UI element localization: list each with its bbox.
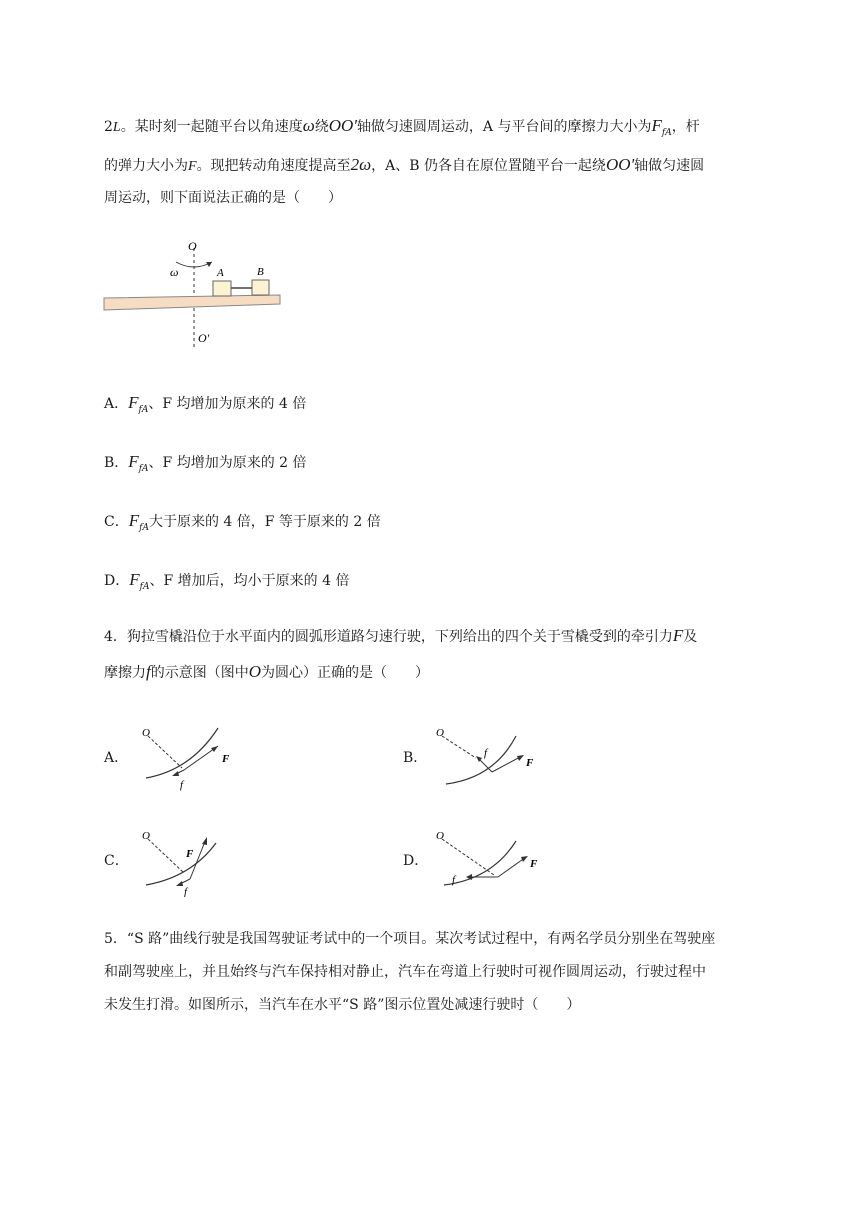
label-F: F — [222, 753, 230, 765]
block-b — [252, 280, 269, 295]
arc-path — [146, 843, 216, 885]
radius-line — [148, 736, 182, 768]
force-F-arrow — [498, 857, 526, 877]
q4-text: 4．狗拉雪橇沿位于水平面内的圆弧形道路匀速行驶，下列给出的四个关于雪橇受到的牵引力 — [104, 629, 673, 645]
q3-option-b[interactable] — [104, 452, 307, 479]
option-text: 、F 增加后，均小于原来的 4 倍 — [149, 573, 350, 589]
q3-ff: F — [129, 570, 140, 589]
arc-path — [446, 736, 516, 784]
q4-var-F: F — [672, 626, 684, 645]
q3-axis: OO' — [328, 116, 357, 135]
q3-figure — [100, 238, 290, 353]
label-F: F — [186, 848, 194, 860]
center-label-o: O — [436, 727, 444, 739]
q5-line-3: 未发生打滑。如图所示，当汽车在水平“S 路”图示位置处减速行驶时（ ） — [104, 997, 581, 1013]
q4-text: 的示意图（图中 — [150, 665, 249, 681]
option-letter: A． — [104, 396, 129, 412]
q3-ff: F — [128, 452, 139, 471]
label-f: f — [484, 747, 488, 759]
q4-var-f: f — [146, 662, 151, 681]
q4-figure-b — [432, 722, 542, 792]
q3-line-3 — [104, 188, 342, 208]
label-f: f — [180, 779, 184, 791]
label-a: A — [217, 267, 224, 279]
q5-line-1: 5．“S 路”曲线行驶是我国驾驶证考试中的一个项目。某次考试过程中，有两名学员分别坐在驾驶座 — [104, 931, 716, 947]
q3-ff: F — [128, 511, 140, 530]
label-f: f — [184, 886, 188, 897]
q3-line-2 — [104, 155, 704, 177]
center-label-o: O — [436, 830, 444, 842]
arrowhead-icon — [202, 837, 207, 845]
q3-ff: F — [128, 393, 139, 412]
q3-var-F: F — [188, 159, 197, 174]
radius-line — [442, 736, 476, 758]
q3-two-omega: 2ω — [350, 155, 372, 174]
q3-text: ，A、B 仍各自在原位置随平台一起绕 — [371, 158, 606, 174]
q4-option-c-label[interactable]: C． — [104, 853, 129, 869]
option-letter: D． — [104, 573, 130, 589]
center-label-o: O — [142, 830, 150, 842]
q3-text: 2 — [104, 119, 113, 135]
arrowhead-icon — [521, 856, 528, 862]
arrowhead-icon — [517, 755, 524, 761]
platform-plank — [104, 295, 280, 310]
q3-var-L: L — [112, 120, 121, 135]
q4-figure-d — [432, 825, 542, 897]
q4-option-a-label[interactable]: A． — [104, 750, 129, 766]
radius-line — [148, 839, 184, 873]
label-F: F — [526, 757, 534, 769]
q3-ff-sub: fA — [138, 405, 149, 415]
q4-text: 为圆心）正确的是（ ） — [261, 665, 430, 681]
force-F-arrow — [492, 756, 522, 772]
q3-text: ，杆 — [671, 119, 700, 135]
axis-label-o: O — [188, 239, 197, 253]
center-label-o: O — [142, 727, 150, 739]
option-text: 、F 均增加为原来的 2 倍 — [148, 455, 307, 471]
omega-label: ω — [170, 265, 179, 279]
q3-text: 周运动，则下面说法正确的是（ ） — [104, 190, 342, 206]
radius-line — [442, 839, 494, 875]
q4-figure-c — [136, 825, 246, 897]
arrowhead-icon — [172, 771, 179, 776]
q3-option-c[interactable] — [104, 511, 381, 538]
q4-option-b-label[interactable]: B． — [403, 750, 428, 766]
option-text: 大于原来的 4 倍，F 等于原来的 2 倍 — [148, 514, 381, 530]
arrowhead-icon — [176, 881, 183, 886]
q3-axis: OO' — [605, 155, 635, 174]
q3-option-a[interactable] — [104, 393, 306, 420]
label-F: F — [530, 858, 538, 870]
q4-text: 及 — [683, 629, 698, 645]
q3-option-d[interactable] — [104, 570, 349, 597]
q3-text: 绕 — [314, 119, 329, 135]
q4-figure-a — [136, 722, 246, 792]
block-a — [213, 281, 231, 296]
q3-ff-sub: fA — [661, 128, 672, 138]
option-text: 、F 均增加为原来的 4 倍 — [148, 396, 307, 412]
q3-text: 。某时刻一起随平台以角速度 — [120, 119, 303, 135]
q3-ff-sub: fA — [138, 464, 149, 474]
label-f: f — [452, 874, 456, 886]
q3-ff-sub: fA — [139, 582, 150, 592]
q4-text: 摩擦力 — [104, 665, 146, 681]
q3-text: 轴做匀速圆周运动，A 与平台间的摩擦力大小为 — [356, 119, 652, 135]
q3-text: 轴做匀速圆 — [634, 158, 705, 174]
option-letter: C． — [104, 514, 129, 530]
q4-option-d-label[interactable]: D． — [403, 853, 429, 869]
q3-omega: ω — [302, 116, 315, 135]
label-b: B — [257, 266, 264, 278]
q3-text: 。现把转动角速度提高至 — [196, 158, 351, 174]
q4-line-1 — [104, 626, 697, 647]
q3-ff-sub: fA — [139, 523, 149, 533]
q3-text: 的弹力大小为 — [104, 158, 188, 174]
axis-label-o-prime: O′ — [198, 331, 210, 345]
q3-line-1 — [104, 116, 700, 143]
q5-line-2: 和副驾驶座上，并且始终与汽车保持相对静止，汽车在弯道上行驶时可视作圆周运动，行驶过程中 — [104, 964, 706, 980]
q3-ff: F — [651, 116, 662, 135]
q4-var-O: O — [248, 662, 262, 681]
q4-line-2 — [104, 662, 429, 683]
arrowhead-icon — [211, 746, 218, 752]
option-letter: B． — [104, 455, 129, 471]
